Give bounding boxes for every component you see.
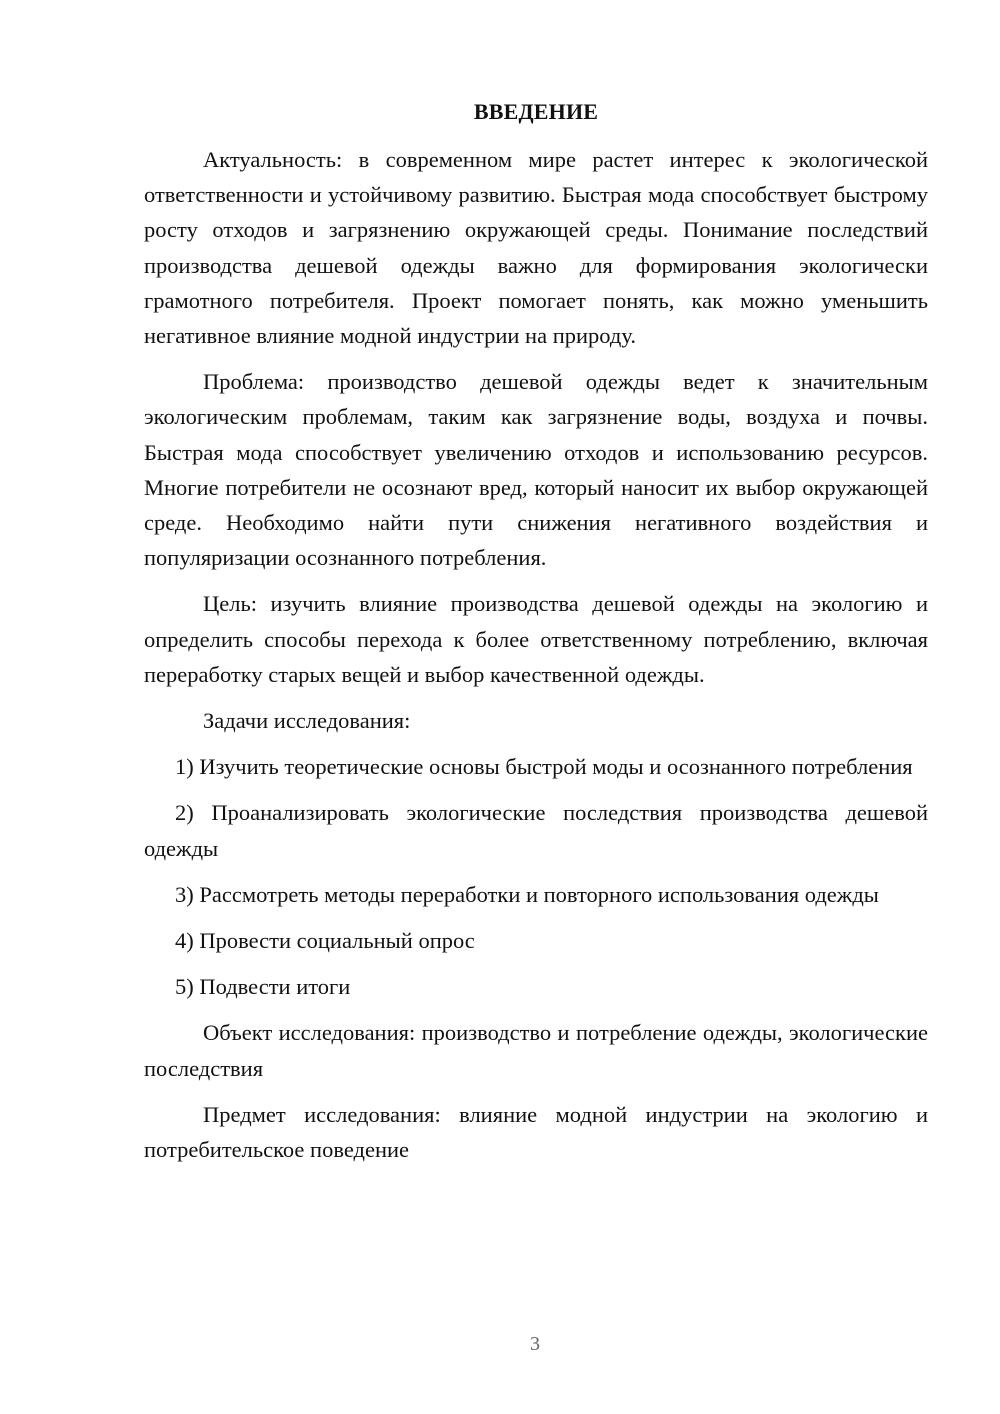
task-item-3: 3) Рассмотреть методы переработки и повторного использования одежды [175,881,879,907]
task-item-4: 4) Провести социальный опрос [175,928,475,954]
task-item-2: 2) Проанализировать экологические последствия производства дешевой одежды [144,800,928,861]
relevance-paragraph: Актуальность: в современном мире растет интерес к экологической ответственности и устойчивому развитию. Быстрая мода способствует быстрому росту отходов и загрязнению окружающей среды. Понимание последствий производства дешевой одежды важно для формирования экологически грамотного потребителя. Проект помогает понять, как можно уменьшить негативное влияние модной индустрии на природу. [144,147,928,349]
problem-paragraph: Проблема: производство дешевой одежды ведет к значительным экологическим проблемам, таким как загрязнение воды, воздуха и почвы. Быстрая мода способствует увеличению отходов и использованию ресурсов. Многие потребители не осознают вред, который наносит их выбор окружающей среде. Необходимо найти пути снижения негативного воздействия и популяризации осознанного потребления. [144,369,928,571]
research-object-paragraph: Объект исследования: производство и потребление одежды, экологические последствия [144,1020,928,1081]
page-number: 3 [530,1333,540,1355]
tasks-heading: Задачи исследования: [203,708,411,734]
document-body [144,142,928,1178]
goal-paragraph: Цель: изучить влияние производства дешевой одежды на экологию и определить способы перехода к более ответственному потреблению, включая переработку старых вещей и выбор качественной одежды. [144,591,928,687]
page-title: ВВЕДЕНИЕ [473,99,599,124]
research-subject-paragraph: Предмет исследования: влияние модной индустрии на экологию и потребительское поведение [144,1101,928,1163]
task-item-5: 5) Подвести итоги [175,974,351,1000]
task-item-1: 1) Изучить теоретические основы быстрой моды и осознанного потребления [175,754,913,780]
